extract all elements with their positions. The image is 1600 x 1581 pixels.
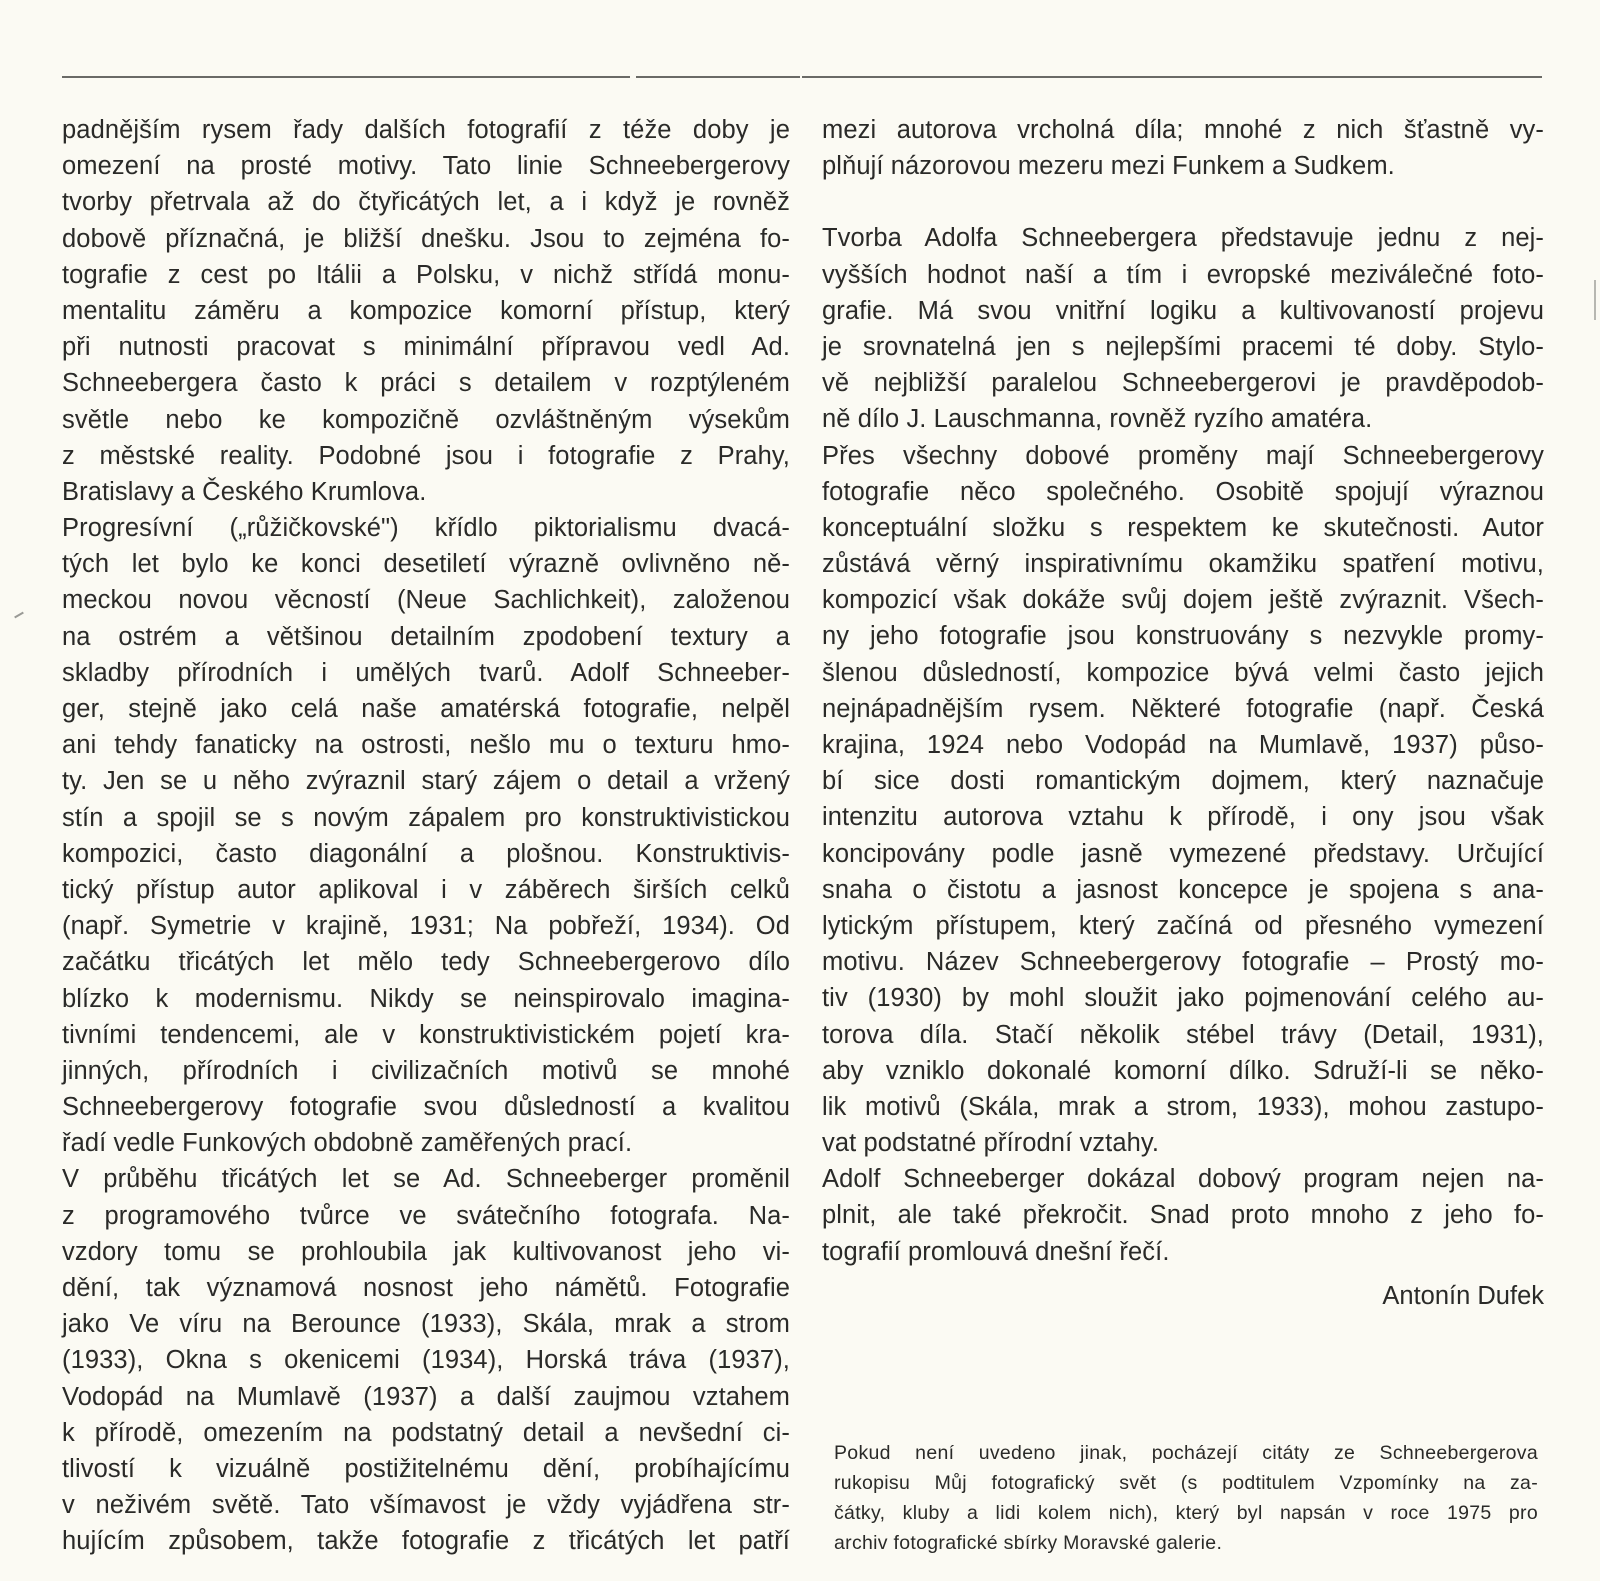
text-line: jinných, přírodních i civilizačních motivů se mnohé — [62, 1056, 790, 1085]
text-line: padnějším rysem řady dalších fotografií z téže doby je — [62, 116, 790, 144]
footnote — [834, 1438, 1538, 1558]
text-line: motivu. Název Schneebergerovy fotografie – Prostý mo- — [822, 948, 1544, 977]
text-line: aby vzniklo dokonalé komorní dílko. Sdruží-li se něko- — [822, 1056, 1544, 1085]
text-line: mentalitu záměru a kompozice komorní přístup, který — [62, 296, 790, 325]
right-column — [822, 112, 1544, 1314]
text-line: tografií promlouvá dnešní řečí. — [822, 1237, 1170, 1266]
text-line: tých let bylo ke konci desetiletí výrazně ovlivněno ně- — [62, 550, 790, 579]
text-line: ny jeho fotografie jsou konstruovány s nezvykle promy- — [822, 622, 1544, 651]
top-rule-middle — [636, 76, 800, 78]
text-line: dobově příznačná, je bližší dnešku. Jsou to zejména fo- — [62, 224, 790, 253]
text-line: plnit, ale také překročit. Snad proto mnoho z jeho fo- — [822, 1201, 1544, 1230]
text-line: řadí vedle Funkových obdobně zaměřených prací. — [62, 1129, 633, 1158]
text-line: koncipovány podle jasně vymezené představy. Určující — [822, 839, 1544, 868]
text-line: torova díla. Stačí několik stébel trávy (Detail, 1931), — [822, 1020, 1544, 1049]
text-line: Schneebergera často k práci s detailem v rozptýleném — [62, 369, 790, 398]
text-line: krajina, 1924 nebo Vodopád na Mumlavě, 1937) půso- — [822, 731, 1544, 759]
text-line: fotografie něco společného. Osobitě spojují výraznou — [822, 477, 1544, 506]
text-line: V průběhu třicátých let se Ad. Schneeberger proměnil — [62, 1165, 790, 1194]
footnote-line: rukopisu Můj fotografický svět (s podtitulem Vzpomínky na za- — [834, 1472, 1538, 1494]
text-line: jako Ve víru na Berounce (1933), Skála, mrak a strom — [62, 1310, 790, 1339]
text-line: začátku třicátých let mělo tedy Schneebergerovo dílo — [62, 948, 790, 977]
text-line: je srovnatelná jen s nejlepšími pracemi té doby. Stylo- — [822, 332, 1544, 361]
author-signature: Antonín Dufek — [1382, 1281, 1544, 1310]
text-line: tiv (1930) by mohl sloužit jako pojmenování celého au- — [822, 984, 1544, 1013]
text-line: Bratislavy a Českého Krumlova. — [62, 477, 427, 506]
text-line: dění, tak významová nosnost jeho námětů. Fotografie — [62, 1274, 790, 1302]
footnote-line: čátky, kluby a lidi kolem nich), který byl napsán v roce 1975 pro — [834, 1502, 1538, 1524]
text-line: vzdory tomu se prohloubila jak kultivovanost jeho vi- — [62, 1237, 790, 1266]
text-line: tický přístup autor aplikoval i v záběrech širších celků — [62, 875, 790, 904]
top-rule-right — [802, 76, 1542, 78]
text-line: mezi autorova vrcholná díla; mnohé z nich šťastně vy- — [822, 116, 1544, 144]
text-line: grafie. Má svou vnitřní logiku a kultivovaností projevu — [822, 296, 1544, 325]
text-line: (1933), Okna s okenicemi (1934), Horská tráva (1937), — [62, 1346, 790, 1375]
text-line: meckou novou věcností (Neue Sachlichkeit), založenou — [62, 586, 790, 615]
text-line: světle nebo ke kompozičně ozvláštněným výsekům — [62, 405, 790, 434]
text-line: ger, stejně jako celá naše amatérská fotografie, nelpěl — [62, 695, 790, 723]
text-line: Schneebergerovy fotografie svou důsledností a kvalitou — [62, 1093, 790, 1122]
text-line: nejnápadnějším rysem. Některé fotografie (např. Česká — [822, 694, 1544, 723]
footnote-line: Pokud není uvedeno jinak, pocházejí citáty ze Schneebergerova — [834, 1442, 1538, 1464]
text-line: lytickým přístupem, který začíná od přesného vymezení — [822, 911, 1544, 940]
text-line: snaha o čistotu a jasnost koncepce je spojena s ana- — [822, 875, 1544, 904]
text-line: šlenou důsledností, kompozice bývá velmi často jejich — [822, 658, 1544, 687]
text-line: vě nejbližší paralelou Schneebergerovi je pravděpodob- — [822, 369, 1544, 398]
text-line: vat podstatné přírodní vztahy. — [822, 1129, 1160, 1158]
text-line: Adolf Schneeberger dokázal dobový program nejen na- — [822, 1165, 1544, 1194]
top-rule-left — [62, 76, 630, 78]
text-line: tlivostí k vizuálně postižitelnému dění, probíhajícímu — [62, 1454, 790, 1483]
text-line: zůstává věrný inspirativnímu okamžiku spatření motivu, — [822, 550, 1544, 579]
text-line: blízko k modernismu. Nikdy se neinspirovalo imagina- — [62, 984, 790, 1013]
text-line: Progresívní („růžičkovské") křídlo piktorialismu dvacá- — [62, 514, 790, 543]
text-line: kompozici, často diagonální a plošnou. Konstruktivis- — [62, 839, 790, 868]
scan-speck — [14, 612, 24, 619]
text-line: hujícím způsobem, takže fotografie z třicátých let patří — [62, 1527, 790, 1556]
footnote-line: archiv fotografické sbírky Moravské galerie. — [834, 1532, 1223, 1554]
text-line: při nutnosti pracovat s minimální přípravou vedl Ad. — [62, 333, 790, 362]
text-line: ty. Jen se u něho zvýraznil starý zájem o detail a vržený — [62, 767, 790, 796]
text-line: vyšších hodnot naší a tím i evropské meziválečné foto- — [822, 260, 1544, 289]
left-column — [62, 112, 790, 1560]
text-line: skladby přírodních i umělých tvarů. Adolf Schneeber- — [62, 658, 790, 687]
text-line: tivními tendencemi, ale v konstruktivistickém pojetí kra- — [62, 1020, 790, 1049]
text-line: bí sice dosti romantickým dojmem, který naznačuje — [822, 767, 1544, 796]
text-line: kompozicí však dokáže svůj dojem ještě zvýraznit. Všech- — [822, 586, 1544, 615]
text-line: (např. Symetrie v krajině, 1931; Na pobřeží, 1934). Od — [62, 912, 790, 941]
text-line: omezení na prosté motivy. Tato linie Schneebergerovy — [62, 152, 790, 181]
text-line: intenzitu autorova vztahu k přírodě, i ony jsou však — [822, 803, 1544, 832]
text-line: tvorby přetrvala až do čtyřicátých let, a i když je rovněž — [62, 188, 790, 217]
text-line: lik motivů (Skála, mrak a strom, 1933), mohou zastupo- — [822, 1092, 1544, 1121]
text-line: Vodopád na Mumlavě (1937) a další zaujmou vztahem — [62, 1382, 790, 1411]
text-line: z městské reality. Podobné jsou i fotografie z Prahy, — [62, 441, 790, 470]
text-line: k přírodě, omezením na podstatný detail a nevšední ci- — [62, 1418, 790, 1447]
text-line: ani tehdy fanaticky na ostrosti, nešlo mu o texturu hmo- — [62, 731, 790, 760]
text-line: plňují názorovou mezeru mezi Funkem a Sudkem. — [822, 152, 1395, 181]
text-line: konceptuální složku s respektem ke skutečnosti. Autor — [822, 513, 1544, 542]
text-line: Tvorba Adolfa Schneebergera představuje jednu z nej- — [822, 224, 1544, 253]
paragraph-gap — [822, 184, 1544, 220]
text-line: tografie z cest po Itálii a Polsku, v nichž střídá monu- — [62, 260, 790, 289]
page-edge-mark — [1594, 280, 1596, 320]
text-line: z programového tvůrce ve svátečního fotografa. Na- — [62, 1201, 790, 1230]
text-line: stín a spojil se s novým zápalem pro konstruktivistickou — [62, 803, 790, 832]
text-line: ně dílo J. Lauschmanna, rovněž ryzího amatéra. — [822, 405, 1373, 434]
text-line: na ostrém a většinou detailním zpodobení textury a — [62, 622, 790, 651]
text-line: Přes všechny dobové proměny mají Schneebergerovy — [822, 441, 1544, 470]
text-line: v neživém světě. Tato všímavost je vždy vyjádřena str- — [62, 1491, 790, 1520]
